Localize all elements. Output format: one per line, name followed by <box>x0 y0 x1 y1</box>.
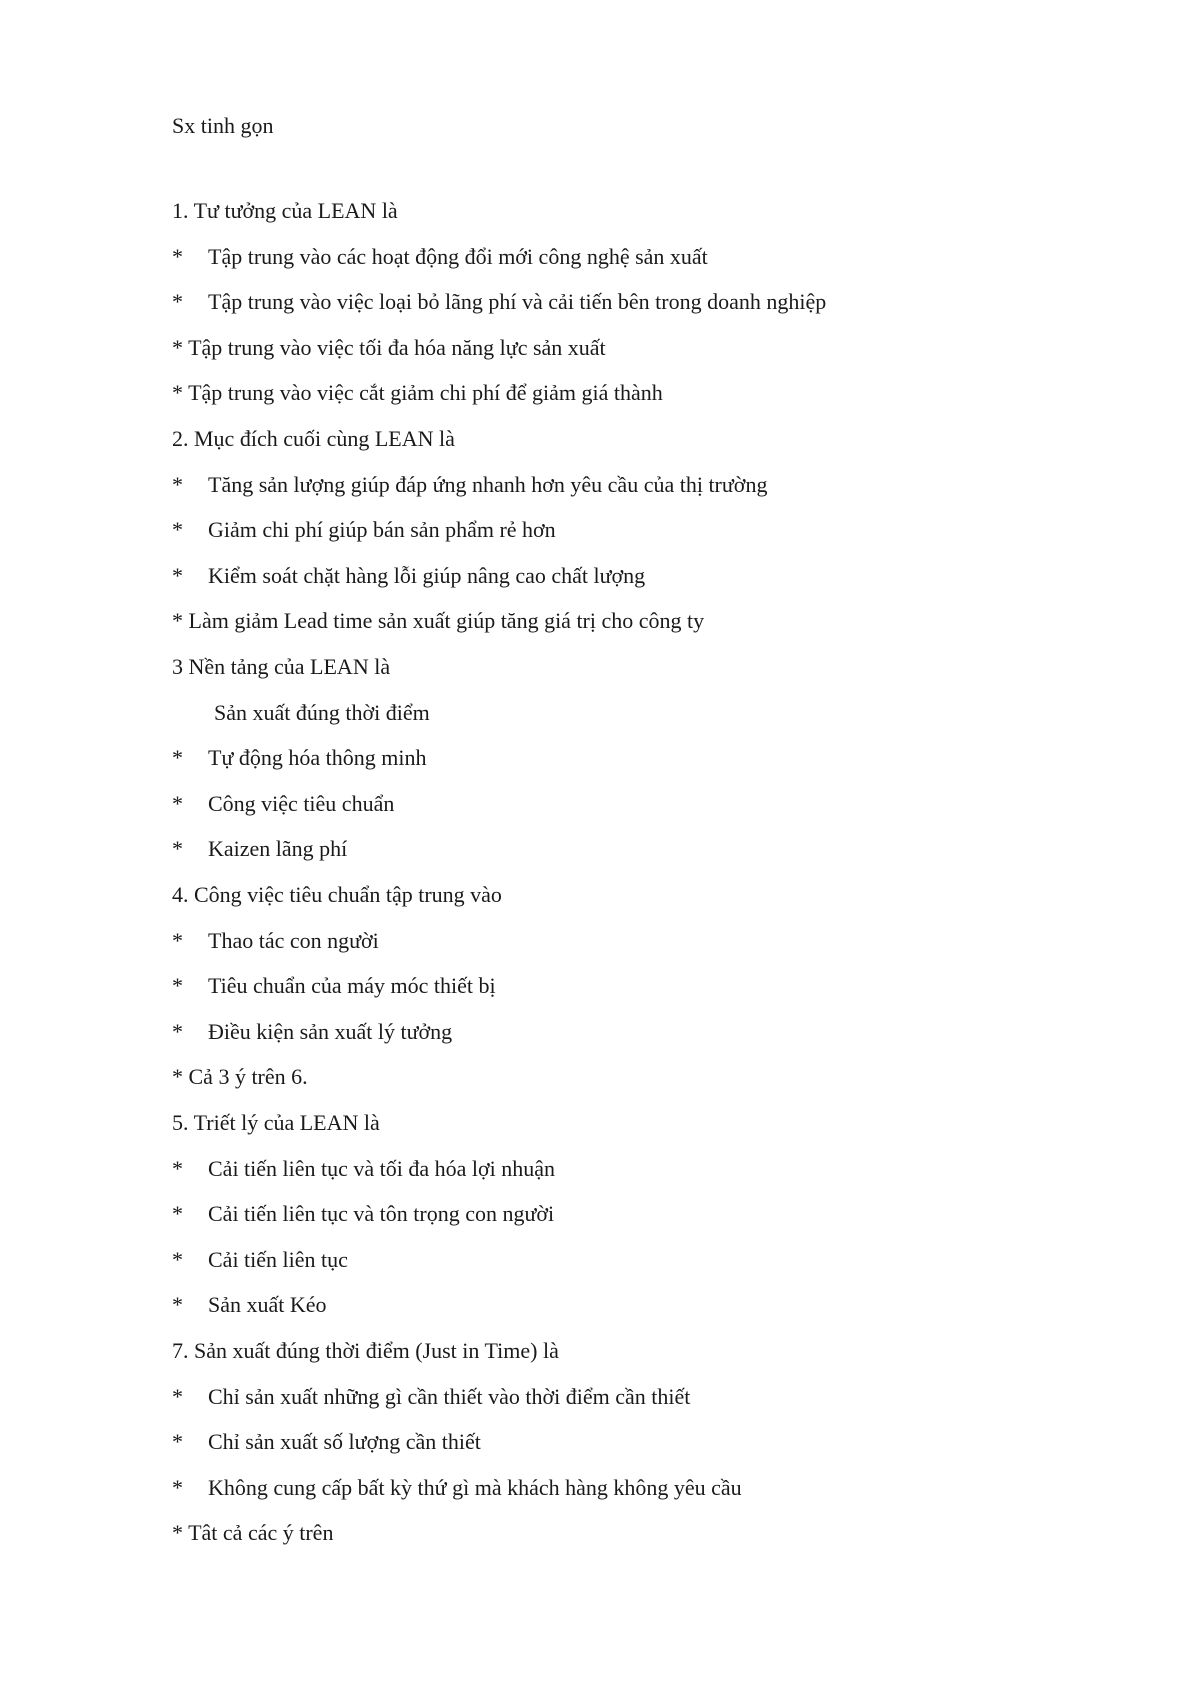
option-bullet-line <box>172 562 645 590</box>
option-bullet-line <box>172 288 826 316</box>
question-line: 1. Tư tưởng của LEAN là <box>172 198 398 223</box>
option-text: Chỉ sản xuất số lượng cần thiết <box>208 1429 481 1454</box>
bullet-star: * <box>172 973 183 998</box>
answer-line: * Làm giảm Lead time sản xuất giúp tăng giá trị cho công ty <box>172 608 705 633</box>
option-text: Cải tiến liên tục <box>208 1247 348 1272</box>
document-title: Sx tinh gọn <box>172 113 274 138</box>
option-text: Tập trung vào việc loại bỏ lãng phí và cải tiến bên trong doanh nghiệp <box>208 289 827 314</box>
option-bullet-line <box>172 1291 327 1319</box>
option-bullet-line <box>172 744 426 772</box>
option-bullet-line <box>172 927 379 955</box>
option-text: Công việc tiêu chuẩn <box>208 791 395 816</box>
bullet-star: * <box>172 791 183 816</box>
bullet-star: * <box>172 1247 183 1272</box>
bullet-star: * <box>172 1429 183 1454</box>
bullet-star: * <box>172 244 183 269</box>
option-text: Cải tiến liên tục và tôn trọng con người <box>208 1201 555 1226</box>
option-bullet-line <box>172 243 708 271</box>
option-text: Giảm chi phí giúp bán sản phẩm rẻ hơn <box>208 517 556 542</box>
option-bullet-line <box>172 1383 690 1411</box>
option-text: Sản xuất Kéo <box>208 1292 327 1317</box>
option-bullet-line <box>172 1155 555 1183</box>
bullet-star: * <box>172 1384 183 1409</box>
bullet-star: * <box>172 1156 183 1181</box>
option-bullet-line <box>172 835 347 863</box>
option-bullet-line <box>172 471 767 499</box>
question-line: 3 Nền tảng của LEAN là <box>172 654 391 679</box>
answer-line: * Tât cả các ý trên <box>172 1520 334 1545</box>
bullet-star: * <box>172 1019 183 1044</box>
option-bullet-line <box>172 790 394 818</box>
option-bullet-line <box>172 516 556 544</box>
option-bullet-line <box>172 1428 481 1456</box>
bullet-star: * <box>172 1201 183 1226</box>
bullet-star: * <box>172 517 183 542</box>
option-bullet-line <box>172 1018 452 1046</box>
question-line: 5. Triết lý của LEAN là <box>172 1110 380 1135</box>
question-line: 2. Mục đích cuối cùng LEAN là <box>172 426 455 451</box>
option-bullet-line <box>172 1246 348 1274</box>
option-text: Tự động hóa thông minh <box>208 745 427 770</box>
bullet-star: * <box>172 289 183 314</box>
question-line: 7. Sản xuất đúng thời điểm (Just in Time) là <box>172 1338 559 1363</box>
option-text: Tập trung vào các hoạt động đổi mới công nghệ sản xuất <box>208 244 708 269</box>
option-text: Tiêu chuẩn của máy móc thiết bị <box>208 973 496 998</box>
option-text: Tăng sản lượng giúp đáp ứng nhanh hơn yêu cầu của thị trường <box>208 472 768 497</box>
option-bullet-line <box>172 1474 742 1502</box>
option-text: Kaizen lãng phí <box>208 836 348 861</box>
bullet-star: * <box>172 928 183 953</box>
bullet-star: * <box>172 472 183 497</box>
bullet-star: * <box>172 563 183 588</box>
option-text: Kiểm soát chặt hàng lỗi giúp nâng cao chất lượng <box>208 563 646 588</box>
option-text: Chỉ sản xuất những gì cần thiết vào thời điểm cần thiết <box>208 1384 691 1409</box>
bullet-star: * <box>172 836 183 861</box>
option-bullet-line <box>172 972 496 1000</box>
option-text: Cải tiến liên tục và tối đa hóa lợi nhuận <box>208 1156 556 1181</box>
option-text: Thao tác con người <box>208 928 379 953</box>
option-text: Điều kiện sản xuất lý tưởng <box>208 1019 453 1044</box>
bullet-star: * <box>172 745 183 770</box>
answer-line: * Cả 3 ý trên 6. <box>172 1064 308 1089</box>
answer-line: * Tập trung vào việc tối đa hóa năng lực sản xuất <box>172 335 606 360</box>
question-line: 4. Công việc tiêu chuẩn tập trung vào <box>172 882 502 907</box>
indented-option-line: Sản xuất đúng thời điểm <box>214 700 430 725</box>
bullet-star: * <box>172 1475 183 1500</box>
bullet-star: * <box>172 1292 183 1317</box>
option-bullet-line <box>172 1200 554 1228</box>
answer-line: * Tập trung vào việc cắt giảm chi phí để giảm giá thành <box>172 380 663 405</box>
option-text: Không cung cấp bất kỳ thứ gì mà khách hàng không yêu cầu <box>208 1475 742 1500</box>
